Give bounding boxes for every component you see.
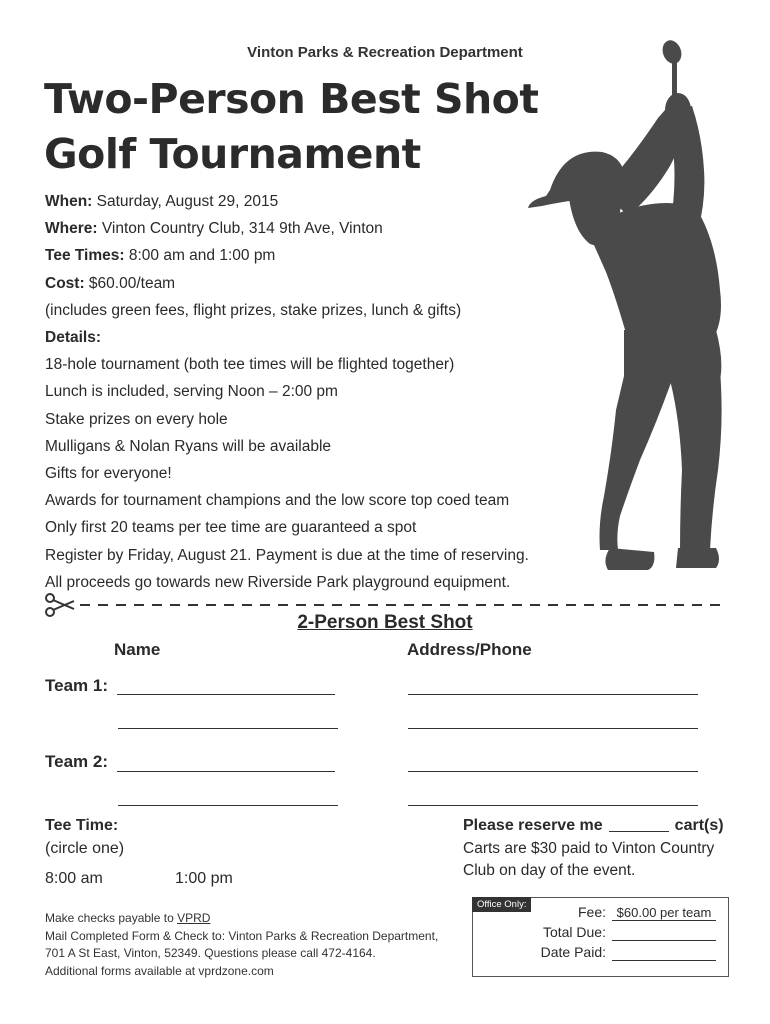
team1-address-line-2[interactable] <box>408 728 698 729</box>
tee-time-option-2[interactable]: 1:00 pm <box>175 870 233 887</box>
cart-reservation <box>463 817 724 835</box>
team2-name-line-2[interactable] <box>118 805 338 806</box>
title-line-1: Two-Person Best Shot <box>44 75 539 123</box>
team1-label: Team 1: <box>45 676 108 695</box>
total-due-label: Total Due: <box>542 924 606 940</box>
team2-address-line-1[interactable] <box>408 771 698 772</box>
date-paid-row <box>520 944 716 961</box>
cost-note: (includes green fees, flight prizes, stake prizes, lunch & gifts) <box>45 301 462 319</box>
team2-name-line-1[interactable] <box>117 771 335 772</box>
address-header: Address/Phone <box>407 640 532 659</box>
cart-count-line[interactable] <box>609 831 669 832</box>
mail-line-4: Additional forms available at vprdzone.com <box>45 963 274 978</box>
date-paid-label: Date Paid: <box>540 944 606 960</box>
team1-name-line-2[interactable] <box>118 728 338 729</box>
team2-label: Team 2: <box>45 752 108 771</box>
team2-address-line-2[interactable] <box>408 805 698 806</box>
date-paid-line[interactable] <box>612 945 716 961</box>
total-due-row <box>520 924 716 941</box>
cost-label: Cost: <box>45 274 85 292</box>
fee-label: Fee: <box>577 904 606 920</box>
detail-item: Lunch is included, serving Noon – 2:00 pm <box>45 383 338 401</box>
tee-time-option-1[interactable]: 8:00 am <box>45 870 103 887</box>
detail-item: Mulligans & Nolan Ryans will be available <box>45 437 332 455</box>
mail-line-3: 701 A St East, Vinton, 52349. Questions please call 472-4164. <box>45 946 376 960</box>
when-value: Saturday, August 29, 2015 <box>96 193 279 210</box>
cost-value: $60.00/team <box>88 274 176 292</box>
circle-one-note: (circle one) <box>45 840 125 857</box>
name-header: Name <box>114 640 161 659</box>
golfer-silhouette-icon <box>520 40 735 575</box>
detail-item: Stake prizes on every hole <box>45 410 228 428</box>
reserve-suffix: cart(s) <box>674 817 724 834</box>
carts-note: Carts are $30 paid to Vinton Country Club on day of the event. <box>463 840 715 879</box>
detail-item: Awards for tournament champions and the low score top coed team <box>45 492 510 510</box>
payee: VPRD <box>177 911 211 925</box>
fee-row <box>520 904 716 921</box>
where-label: Where: <box>45 220 98 238</box>
fee-value: $60.00 per team <box>612 905 716 921</box>
detail-item: Gifts for everyone! <box>45 465 172 483</box>
title-line-2: Golf Tournament <box>44 130 421 178</box>
team1-name-line-1[interactable] <box>117 694 335 695</box>
total-due-line[interactable] <box>612 925 716 941</box>
tee-times-value: 8:00 am and 1:00 pm <box>128 247 276 265</box>
mail-line-2: Mail Completed Form & Check to: Vinton Parks & Recreation Department, <box>45 928 439 943</box>
details-label: Details: <box>45 329 101 347</box>
form-title: 2-Person Best Shot <box>297 612 473 633</box>
tee-times-label: Tee Times: <box>45 247 125 265</box>
detail-item: Register by Friday, August 21. Payment is due at the time of reserving. <box>45 546 529 564</box>
reserve-prefix: Please reserve me <box>463 817 603 834</box>
detail-item: Only first 20 teams per tee time are guaranteed a spot <box>45 519 417 537</box>
detail-item: All proceeds go towards new Riverside Park playground equipment. <box>45 573 511 591</box>
where-value: Vinton Country Club, 314 9th Ave, Vinton <box>101 220 383 238</box>
page-title <box>44 72 538 182</box>
department-name: Vinton Parks & Recreation Department <box>247 44 523 61</box>
detail-item: 18-hole tournament (both tee times will be flighted together) <box>45 356 455 374</box>
mailing-info <box>45 910 475 980</box>
checks-payable: Make checks payable to VPRD <box>45 911 211 925</box>
tee-time-label: Tee Time: <box>45 817 119 834</box>
team1-address-line-1[interactable] <box>408 694 698 695</box>
office-only-tag: Office Only: <box>472 897 531 912</box>
when-label: When: <box>45 193 93 210</box>
